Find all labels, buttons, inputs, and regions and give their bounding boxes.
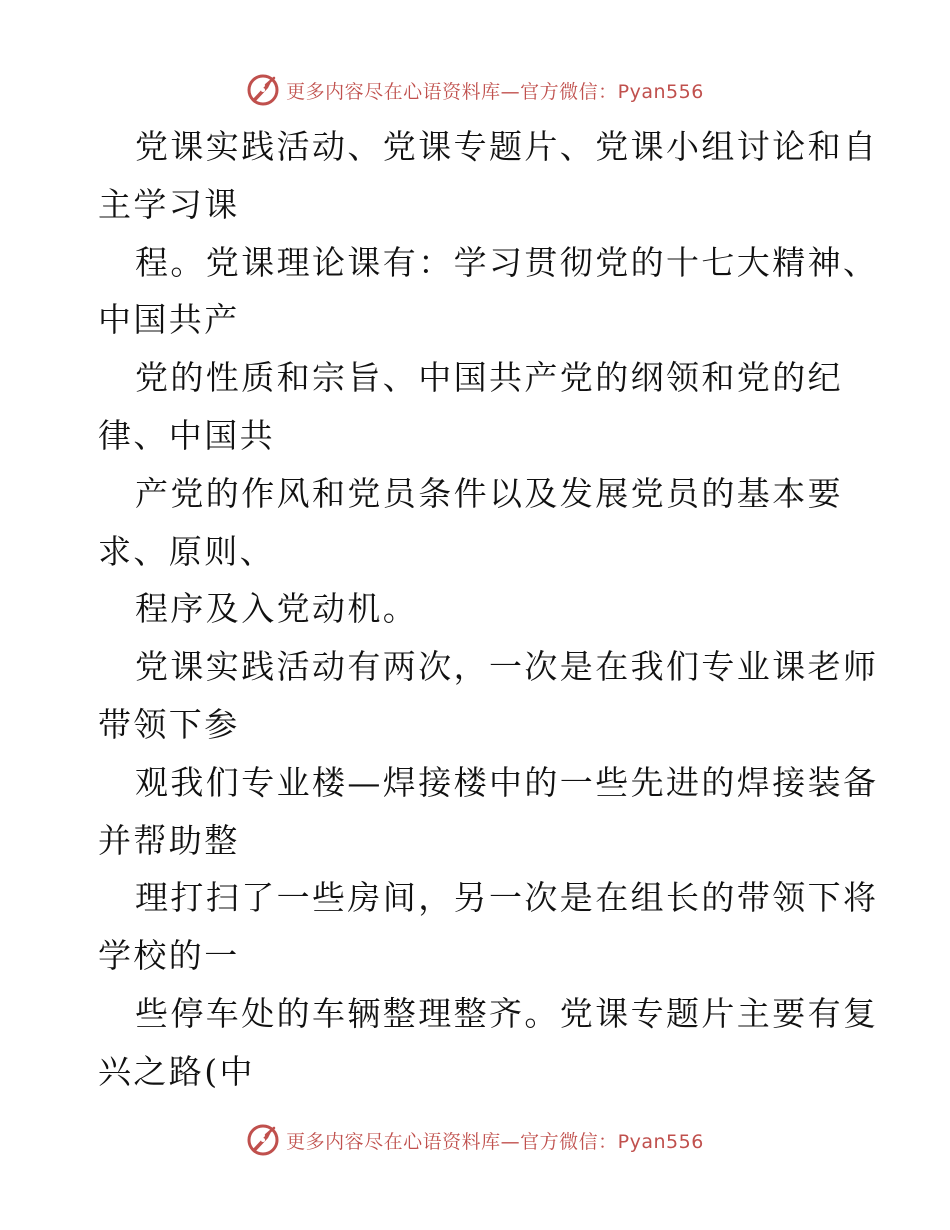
text-line: 理打扫了一些房间，另一次是在组长的带领下将 [135, 878, 879, 918]
footer-separator: — [500, 1130, 521, 1153]
quill-pen-logo-icon [246, 1123, 280, 1157]
text-line: 学校的一 [98, 936, 240, 976]
footer-banner [0, 1120, 950, 1160]
header-banner-text [286, 77, 704, 104]
text-line: 律、中国共 [98, 415, 275, 455]
text-line: 兴之路(中 [98, 1051, 255, 1091]
quill-pen-logo-icon [246, 73, 280, 107]
text-line: 程序及入党动机。 [135, 589, 419, 629]
text-line: 党课实践活动有两次，一次是在我们专业课老师 [135, 647, 879, 687]
footer-wechat: 官方微信：Pyan556 [520, 1130, 704, 1153]
text-line: 产党的作风和党员条件以及发展党员的基本要 [135, 473, 843, 513]
header-wechat: 官方微信：Pyan556 [520, 80, 704, 103]
text-line: 带领下参 [98, 704, 240, 744]
footer-banner-text [286, 1127, 704, 1154]
text-line: 程。党课理论课有：学习贯彻党的十七大精神、 [135, 242, 879, 282]
header-site-name: 更多内容尽在心语资料库 [286, 80, 501, 103]
header-banner [0, 70, 950, 110]
text-line: 党的性质和宗旨、中国共产党的纲领和党的纪 [135, 358, 843, 398]
text-line: 观我们专业楼—焊接楼中的一些先进的焊接装备 [135, 762, 879, 802]
text-line: 中国共产 [98, 300, 240, 340]
text-line: 些停车处的车辆整理整齐。党课专题片主要有复 [135, 993, 879, 1033]
text-line: 主学习课 [98, 184, 240, 224]
footer-site-name: 更多内容尽在心语资料库 [286, 1130, 501, 1153]
text-line: 并帮助整 [98, 820, 240, 860]
header-separator: — [500, 80, 521, 103]
header-banner-inner [246, 73, 704, 107]
document-body [98, 118, 879, 1101]
footer-banner-inner [246, 1123, 704, 1157]
text-line: 求、原则、 [98, 531, 275, 571]
text-line: 党课实践活动、党课专题片、党课小组讨论和自 [135, 127, 879, 166]
